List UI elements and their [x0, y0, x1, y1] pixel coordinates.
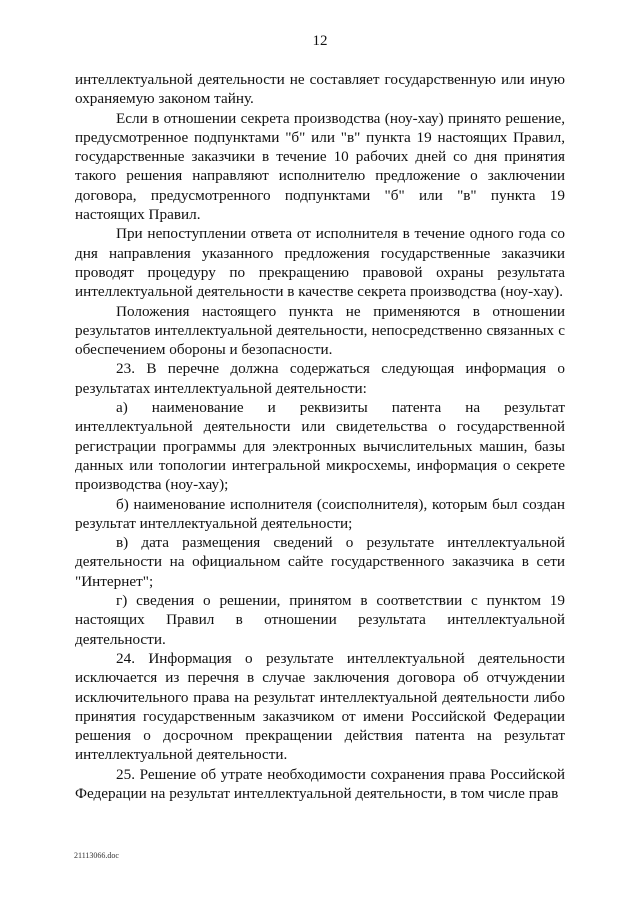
paragraph-item-23: 23. В перечне должна содержаться следующая информация о результатах интеллектуальной деятельности:: [75, 360, 565, 397]
page-number: 12: [312, 33, 328, 49]
subitem-b: б) наименование исполнителя (соисполнителя), которым был создан результат интеллектуальной деятельности;: [75, 495, 565, 532]
subitem-v: в) дата размещения сведений о результате интеллектуальной деятельности на официальном сайте государственного заказчика в сети "Интернет";: [75, 534, 565, 590]
paragraph-item-24: 24. Информация о результате интеллектуальной деятельности исключается из перечня в случае заключения договора об отчуждении исключительного права на результат интеллектуальной деятельности либо принятия государственным заказчиком от имени Российской Федерации решения о досрочном прекращении действия патента на результат интеллектуальной деятельности.: [75, 649, 565, 764]
paragraph-item-25: 25. Решение об утрате необходимости сохранения права Российской Федерации на результат интеллектуальной деятельности, в том числе прав: [75, 765, 565, 802]
paragraph: При непоступлении ответа от исполнителя в течение одного года со дня направления указанного предложения государственные заказчики проводят процедуру по прекращению правовой охраны результата интеллектуальной деятельности в качестве секрета производства (ноу-хау).: [75, 225, 565, 301]
paragraph: Если в отношении секрета производства (ноу-хау) принято решение, предусмотренное подпунктами "б" или "в" пункта 19 настоящих Правил, государственные заказчики в течение 10 рабочих дней со дня принятия такого решения направляют исполнителю предложение о заключении договора, предусмотренного подпунктами "б" или "в" пункта 19 настоящих Правил.: [75, 109, 565, 224]
paragraph-continuation: интеллектуальной деятельности не составляет государственную или иную охраняемую законом тайну.: [75, 71, 565, 108]
subitem-g: г) сведения о решении, принятом в соответствии с пунктом 19 настоящих Правил в отношении результата интеллектуальной деятельности.: [75, 592, 565, 648]
document-body: [75, 70, 565, 803]
paragraph: Положения настоящего пункта не применяются в отношении результатов интеллектуальной деятельности, непосредственно связанных с обеспечением обороны и безопасности.: [75, 302, 565, 359]
subitem-a: а) наименование и реквизиты патента на результат интеллектуальной деятельности или свидетельства о государственной регистрации программы для электронных вычислительных машин, базы данных или топологии интегральной микросхемы, информация о секрете производства (ноу-хау);: [75, 399, 565, 494]
file-name-footer: 21113066.doc: [74, 851, 119, 860]
